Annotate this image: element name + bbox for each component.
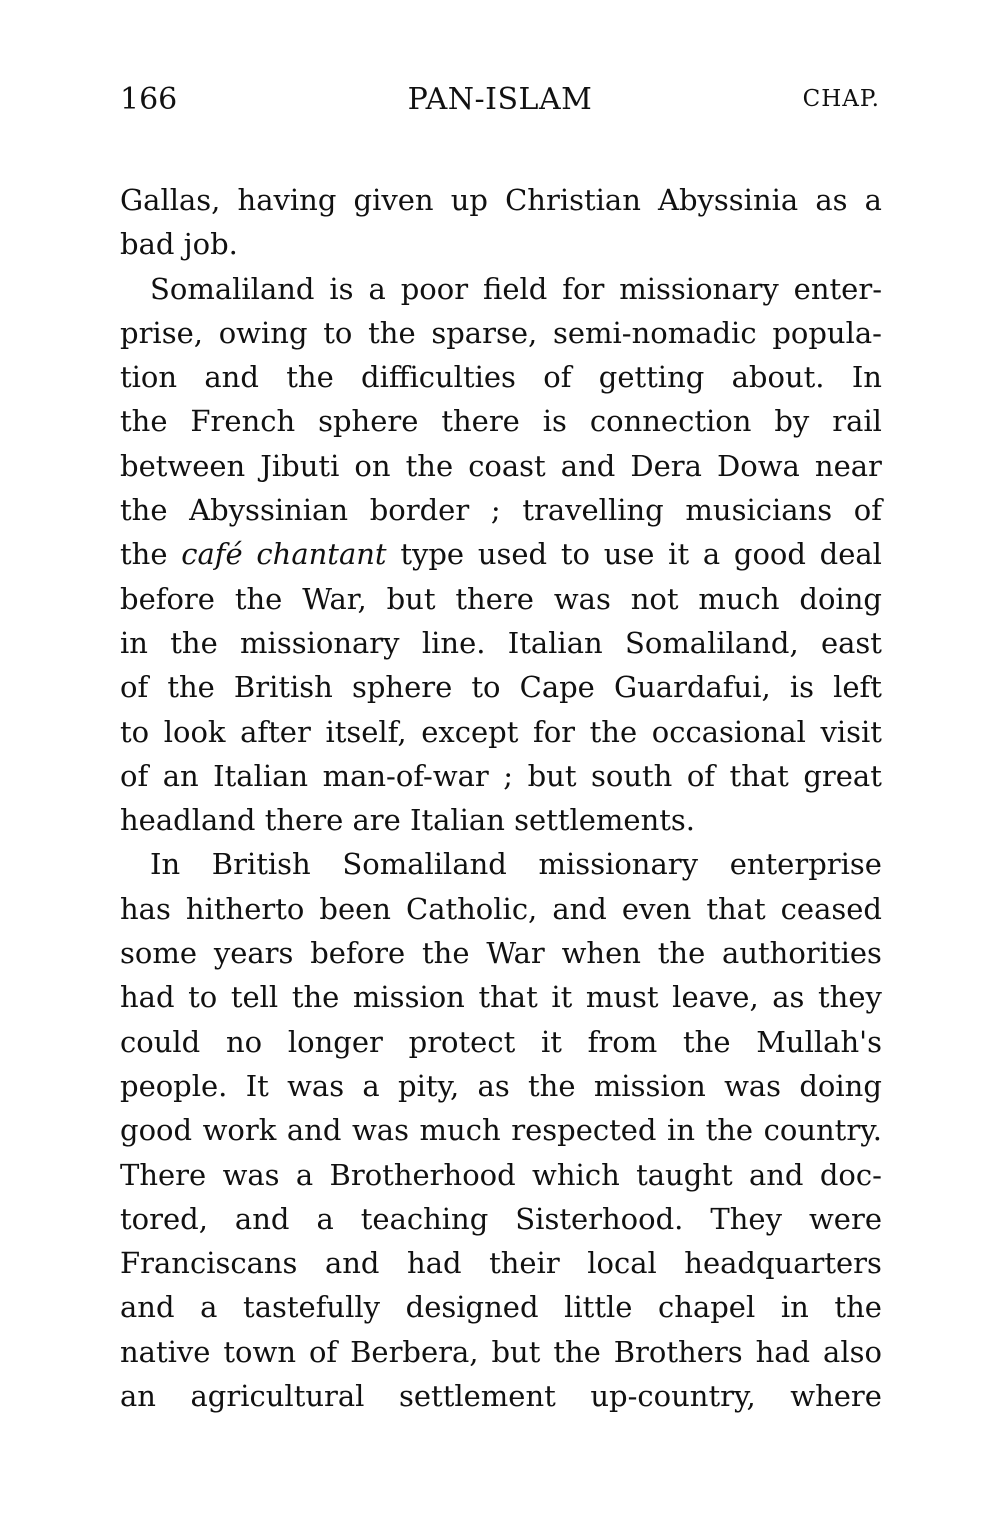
text-line: an agricultural settlement up-country, where <box>120 1379 882 1414</box>
body-text <box>120 178 882 1418</box>
text-line: good work and was much respected in the country. <box>120 1113 882 1148</box>
text-line: of the British sphere to Cape Guardafui, is left <box>120 670 882 705</box>
text-line: the Abyssinian border ; travelling musicians of <box>120 493 882 528</box>
text-line: could no longer protect it from the Mullah's <box>120 1024 882 1059</box>
text-line: tion and the difficulties of getting about. In <box>120 360 882 395</box>
text-line: bad job. <box>120 227 238 262</box>
text-line: has hitherto been Catholic, and even that ceased <box>120 891 882 926</box>
text-line: prise, owing to the sparse, semi-nomadic popula- <box>120 315 882 350</box>
text-line: In British Somaliland missionary enterprise <box>150 847 882 882</box>
text-line: Somaliland is a poor field for missionary enter- <box>150 271 882 306</box>
text-line: headland there are Italian settlements. <box>120 803 696 838</box>
text-line: between Jibuti on the coast and Dera Dowa near <box>120 448 882 483</box>
text-line: to look after itself, except for the occasional visit <box>120 714 882 749</box>
text-line: the French sphere there is connection by rail <box>120 404 882 439</box>
text-line: of an Italian man-of-war ; but south of that great <box>120 758 882 793</box>
text-line: and a tastefully designed little chapel in the <box>120 1290 882 1325</box>
chapter-label: CHAP. <box>802 86 880 112</box>
text-line: in the missionary line. Italian Somaliland, east <box>120 625 882 660</box>
text-line: before the War, but there was not much doing <box>120 581 882 616</box>
text-line: the café chantant type used to use it a good deal <box>120 537 882 572</box>
page-header <box>120 82 880 126</box>
text-line: Gallas, having given up Christian Abyssinia as a <box>120 183 882 217</box>
text-line: some years before the War when the authorities <box>120 936 882 971</box>
text-line: native town of Berbera, but the Brothers had also <box>120 1334 882 1369</box>
text-line: tored, and a teaching Sisterhood. They were <box>120 1201 882 1236</box>
text-line: had to tell the mission that it must leave, as they <box>120 980 882 1015</box>
text-line: people. It was a pity, as the mission was doing <box>120 1068 882 1103</box>
text-line: There was a Brotherhood which taught and doc- <box>120 1157 882 1192</box>
page-number: 166 <box>120 82 178 117</box>
running-title: PAN-ISLAM <box>407 82 593 117</box>
text-line: Franciscans and had their local headquarters <box>120 1246 882 1281</box>
